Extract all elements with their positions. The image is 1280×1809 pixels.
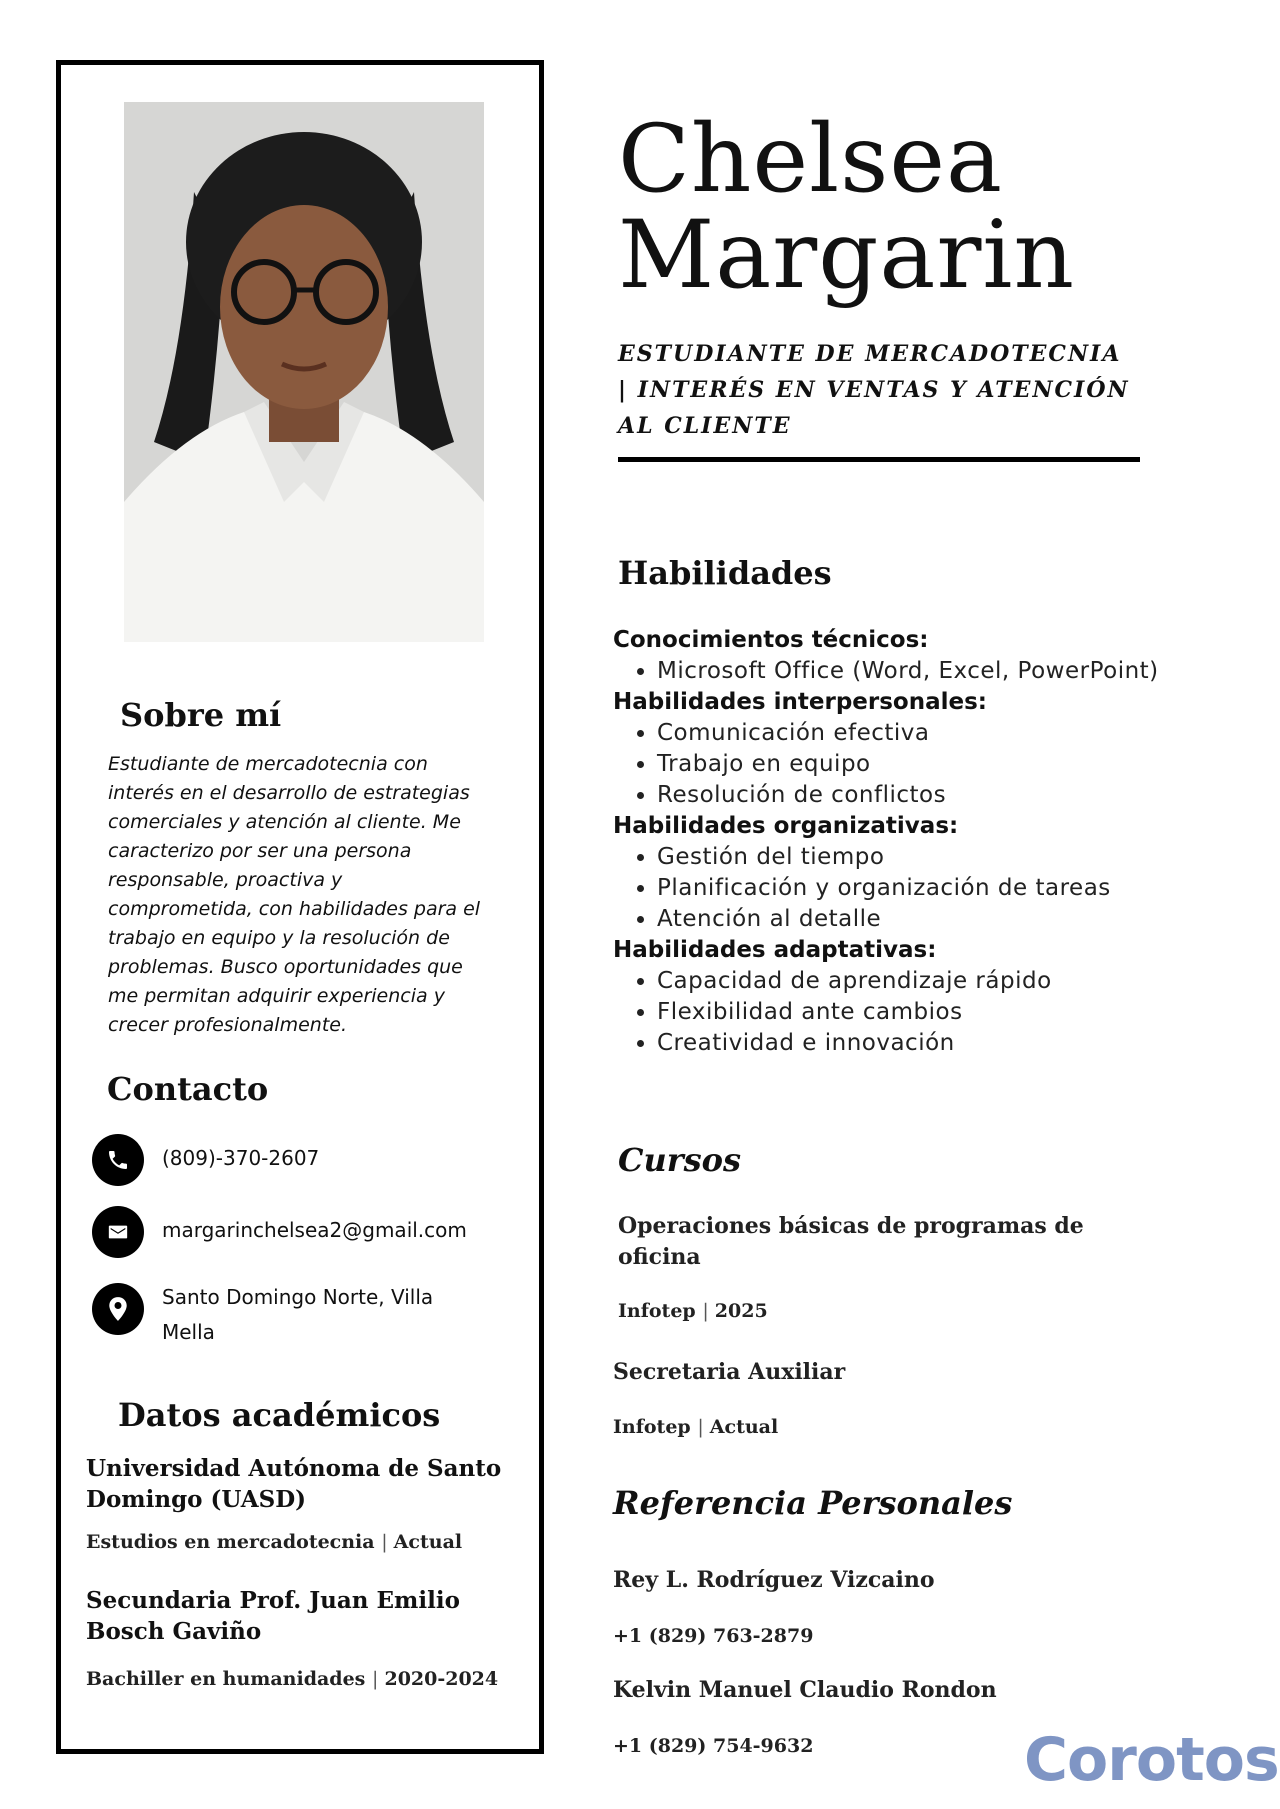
skill-category: Habilidades interpersonales: — [613, 689, 987, 715]
academic-period-1: Actual — [393, 1531, 463, 1553]
skill-list — [613, 842, 1173, 935]
skill-item: • Comunicación efectiva — [657, 718, 1173, 749]
course-meta-1: Infotep | 2025 — [618, 1300, 768, 1322]
skill-category: Habilidades adaptativas: — [613, 937, 937, 963]
skill-item: • Planificación y organización de tareas — [657, 873, 1173, 904]
reference-name-2: Kelvin Manuel Claudio Rondon — [613, 1677, 997, 1703]
course-period-2: Actual — [709, 1416, 779, 1438]
about-title: Sobre mí — [120, 696, 282, 734]
academic-period-2: 2020-2024 — [384, 1668, 499, 1690]
profile-photo — [124, 102, 484, 642]
skill-item: • Capacidad de aprendizaje rápido — [657, 966, 1173, 997]
course-period-1: 2025 — [714, 1300, 768, 1322]
academic-detail-1: Estudios en mercadotecnia | Actual — [86, 1531, 463, 1553]
contact-email-row — [92, 1206, 467, 1258]
course-meta-2: Infotep | Actual — [613, 1416, 779, 1438]
first-name: Chelsea — [618, 105, 1004, 214]
skill-item: • Creatividad e innovación — [657, 1028, 1173, 1059]
reference-phone-1[interactable]: +1 (829) 763-2879 — [613, 1625, 814, 1647]
academic-institution-2: Secundaria Prof. Juan Emilio Bosch Gaviño — [86, 1587, 460, 1645]
course-name-2: Secretaria Auxiliar — [613, 1359, 846, 1385]
skills-title: Habilidades — [618, 554, 832, 592]
contact-address-row — [92, 1283, 452, 1350]
full-name — [618, 105, 1075, 310]
skill-list — [613, 718, 1173, 811]
skill-list — [613, 966, 1173, 1059]
skill-item: • Flexibilidad ante cambios — [657, 997, 1173, 1028]
reference-name-1: Rey L. Rodríguez Vizcaino — [613, 1567, 935, 1593]
contact-title: Contacto — [107, 1070, 269, 1108]
about-text: Estudiante de mercadotecnia con interés en el desarrollo de estrategias comerciales y atención al cliente. Me caracterizo por ser una persona responsable, proactiva y comprometida, con habilidades para el trabajo en equipo y la resolución de problemas. Busco oportunidades que me permitan adquirir experiencia y crecer profesionalmente. — [108, 753, 481, 1036]
skill-item: • Resolución de conflictos — [657, 780, 1173, 811]
course-provider-2: Infotep — [613, 1416, 691, 1438]
skill-category: Conocimientos técnicos: — [613, 627, 929, 653]
course-name-1: Operaciones básicas de programas de oficina — [618, 1213, 1084, 1270]
course-provider-1: Infotep — [618, 1300, 696, 1322]
skill-item: • Gestión del tiempo — [657, 842, 1173, 873]
skill-item: • Trabajo en equipo — [657, 749, 1173, 780]
courses-title: Cursos — [618, 1141, 741, 1179]
academics-title: Datos académicos — [118, 1396, 441, 1434]
contact-phone-row — [92, 1134, 462, 1186]
academic-program-2: Bachiller en humanidades — [86, 1668, 366, 1690]
corotos-watermark: Corotos — [1024, 1725, 1279, 1795]
last-name: Margarin — [618, 201, 1075, 310]
header-rule — [618, 457, 1140, 462]
map-pin-icon — [92, 1283, 144, 1335]
contact-email[interactable]: margarinchelsea2@gmail.com — [162, 1218, 467, 1242]
skills-section — [613, 625, 1173, 1059]
skill-category: Habilidades organizativas: — [613, 813, 959, 839]
headline: ESTUDIANTE DE MERCADOTECNIA | INTERÉS EN VENTAS Y ATENCIÓN AL CLIENTE — [618, 341, 1130, 439]
reference-phone-2[interactable]: +1 (829) 754-9632 — [613, 1735, 814, 1757]
academic-institution-1: Universidad Autónoma de Santo Domingo (UASD) — [86, 1455, 502, 1513]
references-title: Referencia Personales — [613, 1484, 1013, 1522]
academic-program-1: Estudios en mercadotecnia — [86, 1531, 375, 1553]
contact-phone[interactable]: (809)-370-2607 — [162, 1146, 320, 1170]
academic-detail-2: Bachiller en humanidades | 2020-2024 — [86, 1668, 499, 1690]
skill-item: • Microsoft Office (Word, Excel, PowerPoint) — [657, 656, 1173, 687]
contact-address: Santo Domingo Norte, Villa Mella — [162, 1285, 434, 1344]
skill-list — [613, 656, 1173, 687]
phone-icon — [92, 1134, 144, 1186]
skill-item: • Atención al detalle — [657, 904, 1173, 935]
envelope-icon — [92, 1206, 144, 1258]
